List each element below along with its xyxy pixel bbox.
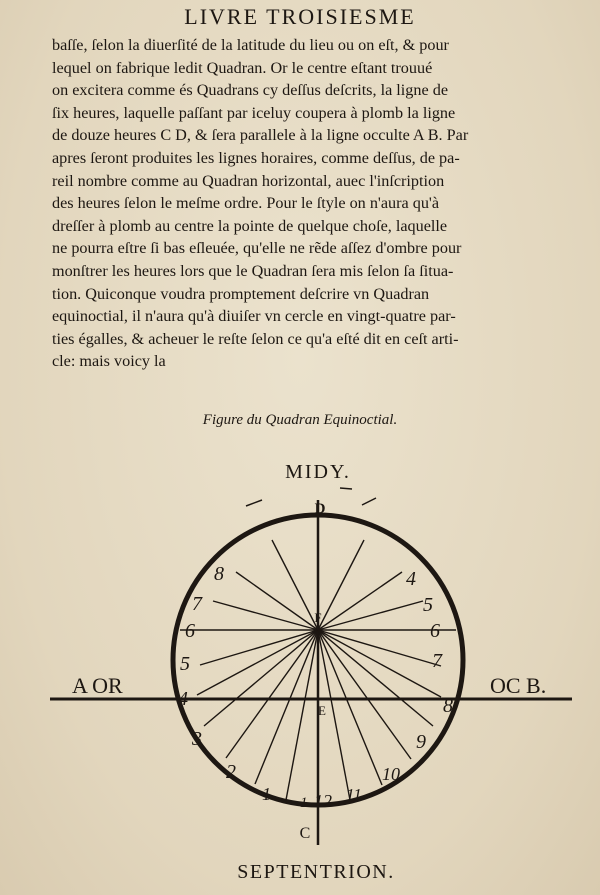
text-line: ſix heures, laquelle paſſant par iceluy coupera à plomb la ligne — [52, 103, 456, 122]
hour-label: 5 — [423, 594, 433, 616]
hour-label: 8 — [443, 695, 453, 717]
label-b-occidens: OC B. — [490, 673, 547, 698]
hour-label: 11 — [346, 785, 362, 804]
text-line: reil nombre comme au Quadran horizontal, auec l'inſcription — [52, 171, 445, 190]
hour-label: 4 — [406, 568, 416, 590]
point-c: C — [299, 825, 311, 842]
hour-label: 5 — [180, 653, 190, 675]
hour-label: 1 — [300, 795, 308, 811]
hour-line — [318, 630, 441, 666]
hour-line — [200, 630, 318, 665]
hour-line — [318, 630, 433, 726]
text-line: lequel on fabrique ledit Quadran. Or le centre eſtant trouué — [52, 58, 433, 77]
hour-line — [318, 572, 402, 630]
hour-line — [204, 630, 318, 726]
text-line: monſtrer les heures lors que le Quadran ſera mis ſelon ſa ſitua- — [52, 261, 454, 280]
text-line: tion. Quiconque voudra promptement deſcrire vn Quadran — [52, 284, 430, 303]
hour-label: 12 — [314, 791, 332, 811]
hour-label: 3 — [192, 728, 202, 750]
hour-label: 1 — [262, 784, 271, 804]
hour-label: 10 — [382, 764, 400, 784]
hour-line — [318, 630, 411, 759]
text-line: dreſſer à plomb au centre la pointe de quelque choſe, laquelle — [52, 216, 448, 235]
hour-line — [255, 630, 318, 784]
hour-line — [236, 572, 318, 630]
hour-label: 6 — [185, 620, 195, 642]
hour-label: 7 — [432, 650, 442, 672]
hour-label: 7 — [192, 593, 202, 615]
hour-line — [318, 630, 441, 697]
hour-line — [213, 601, 318, 630]
text-line: apres ſeront produites les lignes horaires, comme deſſus, de pa- — [52, 148, 460, 167]
tick-mark — [340, 488, 352, 489]
hour-line — [197, 630, 318, 695]
figure-caption: Figure du Quadran Equinoctial. — [202, 412, 398, 428]
hour-line — [272, 540, 318, 630]
hour-label: 8 — [214, 563, 224, 585]
text-line: equinoctial, il n'aura qu'à diuiſer vn cercle en vingt-quatre par- — [52, 307, 456, 326]
text-line: on excitera comme és Quadrans cy deſſus deſcrits, la ligne de — [52, 81, 449, 100]
hour-line — [226, 630, 318, 758]
point-e: E — [318, 703, 326, 718]
point-d: D — [314, 501, 326, 517]
point-f: F — [314, 610, 322, 625]
text-line: baſſe, ſelon la diuerſité de la latitude du lieu ou on eſt, & pour — [52, 36, 449, 54]
text-line: ties égalles, & acheuer le reſte ſelon ce qu'a eſté dit en ceſt arti- — [52, 329, 459, 348]
tick-mark — [362, 498, 376, 505]
hour-line — [318, 630, 382, 785]
hour-line — [318, 601, 423, 630]
hour-label: 2 — [226, 761, 236, 783]
label-a-oriens: A OR — [72, 673, 123, 698]
label-septentrion: SEPTENTRION. — [237, 861, 395, 883]
text-line: cle: mais voicy la — [52, 352, 166, 371]
running-head: LIVRE TROISIESME — [184, 4, 416, 29]
tick-mark — [246, 500, 262, 506]
hour-label: 4 — [178, 688, 188, 710]
text-line: ne pourra eſtre ſi bas eſleuée, qu'elle ne rẽde aſſez d'ombre pour — [52, 239, 462, 258]
text-line: de douze heures C D, & ſera parallele à la ligne occulte A B. Par — [52, 126, 469, 145]
label-midy: MIDY. — [285, 461, 351, 483]
hour-line — [286, 630, 318, 800]
hour-label: 6 — [430, 620, 440, 642]
hour-line — [318, 540, 364, 630]
hour-label: 9 — [416, 731, 426, 753]
top-ticks — [246, 488, 376, 506]
text-line: des heures ſelon le meſme ordre. Pour le ſtyle on n'aura qu'à — [52, 194, 440, 213]
